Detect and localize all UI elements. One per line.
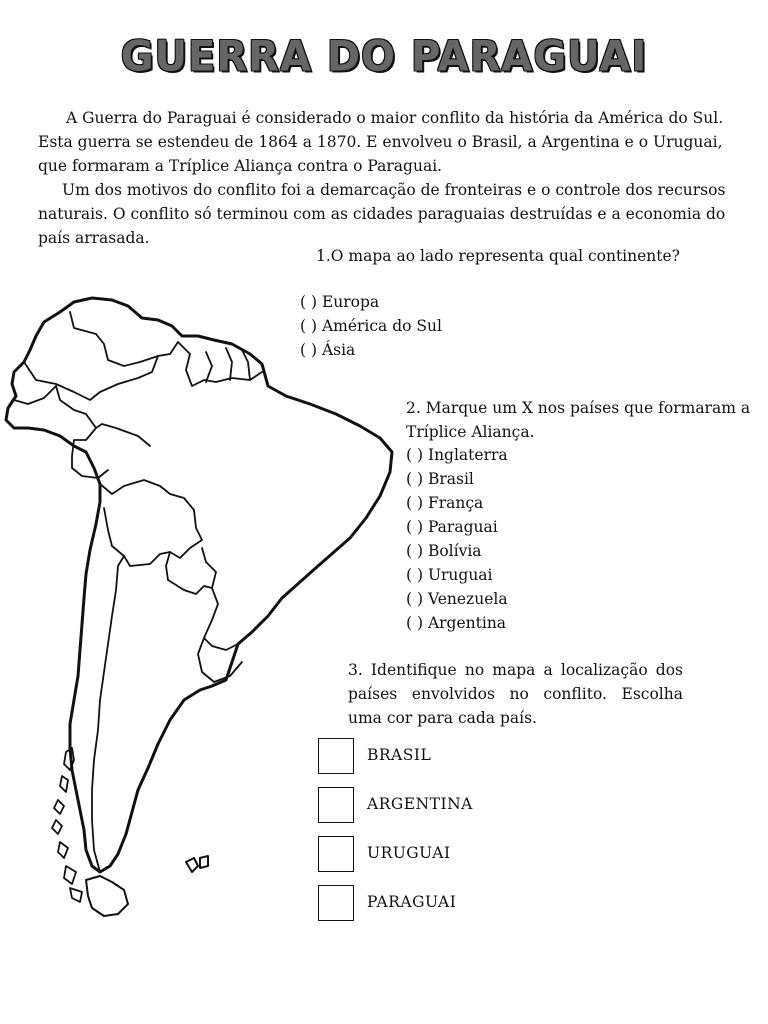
border-argentina-brasil: [204, 588, 238, 650]
border-bolivia: [100, 480, 202, 566]
option-argentina[interactable]: ( ) Argentina: [406, 614, 507, 632]
legend-label-paraguai: PARAGUAI: [367, 893, 457, 911]
tierra-del-fuego: [86, 876, 128, 916]
falkland-islands: [186, 856, 208, 872]
border-chile-argentina: [92, 556, 124, 872]
border-peru-brasil: [96, 424, 150, 446]
intro-paragraph-2: Um dos motivos do conflito foi a demarcação de fronteiras e o controle dos recursos naturais. O conflito só terminou com as cidades paraguaias destruídas e a economia do país arrasada.: [38, 181, 726, 247]
option-brasil[interactable]: ( ) Brasil: [406, 470, 474, 488]
fuegian-islands: [52, 820, 82, 902]
option-franca[interactable]: ( ) França: [406, 494, 484, 512]
page-title: GUERRA DO PARAGUAI: [120, 32, 648, 82]
continent-outline: [6, 298, 392, 872]
legend-label-argentina: ARGENTINA: [367, 795, 473, 813]
border-ecuador-peru: [14, 386, 108, 478]
option-bolivia[interactable]: ( ) Bolívia: [406, 542, 482, 560]
option-inglaterra[interactable]: ( ) Inglaterra: [406, 446, 508, 464]
option-uruguai[interactable]: ( ) Uruguai: [406, 566, 493, 584]
border-guianas: [206, 348, 250, 382]
question-3-text: 3. Identifique no mapa a localização dos países envolvidos no conflito. Escolha uma cor para cada país.: [348, 661, 683, 727]
legend-label-uruguai: URUGUAI: [367, 844, 451, 862]
question-2-options: [406, 443, 508, 635]
option-asia[interactable]: ( ) Ásia: [300, 341, 356, 359]
option-europa[interactable]: ( ) Europa: [300, 293, 380, 311]
question-1-text: 1.O mapa ao lado representa qual continente?: [316, 247, 680, 265]
option-venezuela[interactable]: ( ) Venezuela: [406, 590, 508, 608]
legend-label-brasil: BRASIL: [367, 746, 432, 764]
intro-text: [38, 106, 738, 250]
option-paraguai[interactable]: ( ) Paraguai: [406, 518, 498, 536]
question-2-text: 2. Marque um X nos países que formaram a Tríplice Aliança.: [406, 399, 751, 441]
option-america-do-sul[interactable]: ( ) América do Sul: [300, 317, 442, 335]
intro-paragraph-1: A Guerra do Paraguai é considerado o maior conflito da história da América do Sul. Esta guerra se estendeu de 1864 a 1870. E envolveu o Brasil, a Argentina e o Uruguai, que formaram a Tríplice Aliança contra o Paraguai.: [38, 109, 724, 175]
south-america-map[interactable]: [0, 290, 400, 930]
